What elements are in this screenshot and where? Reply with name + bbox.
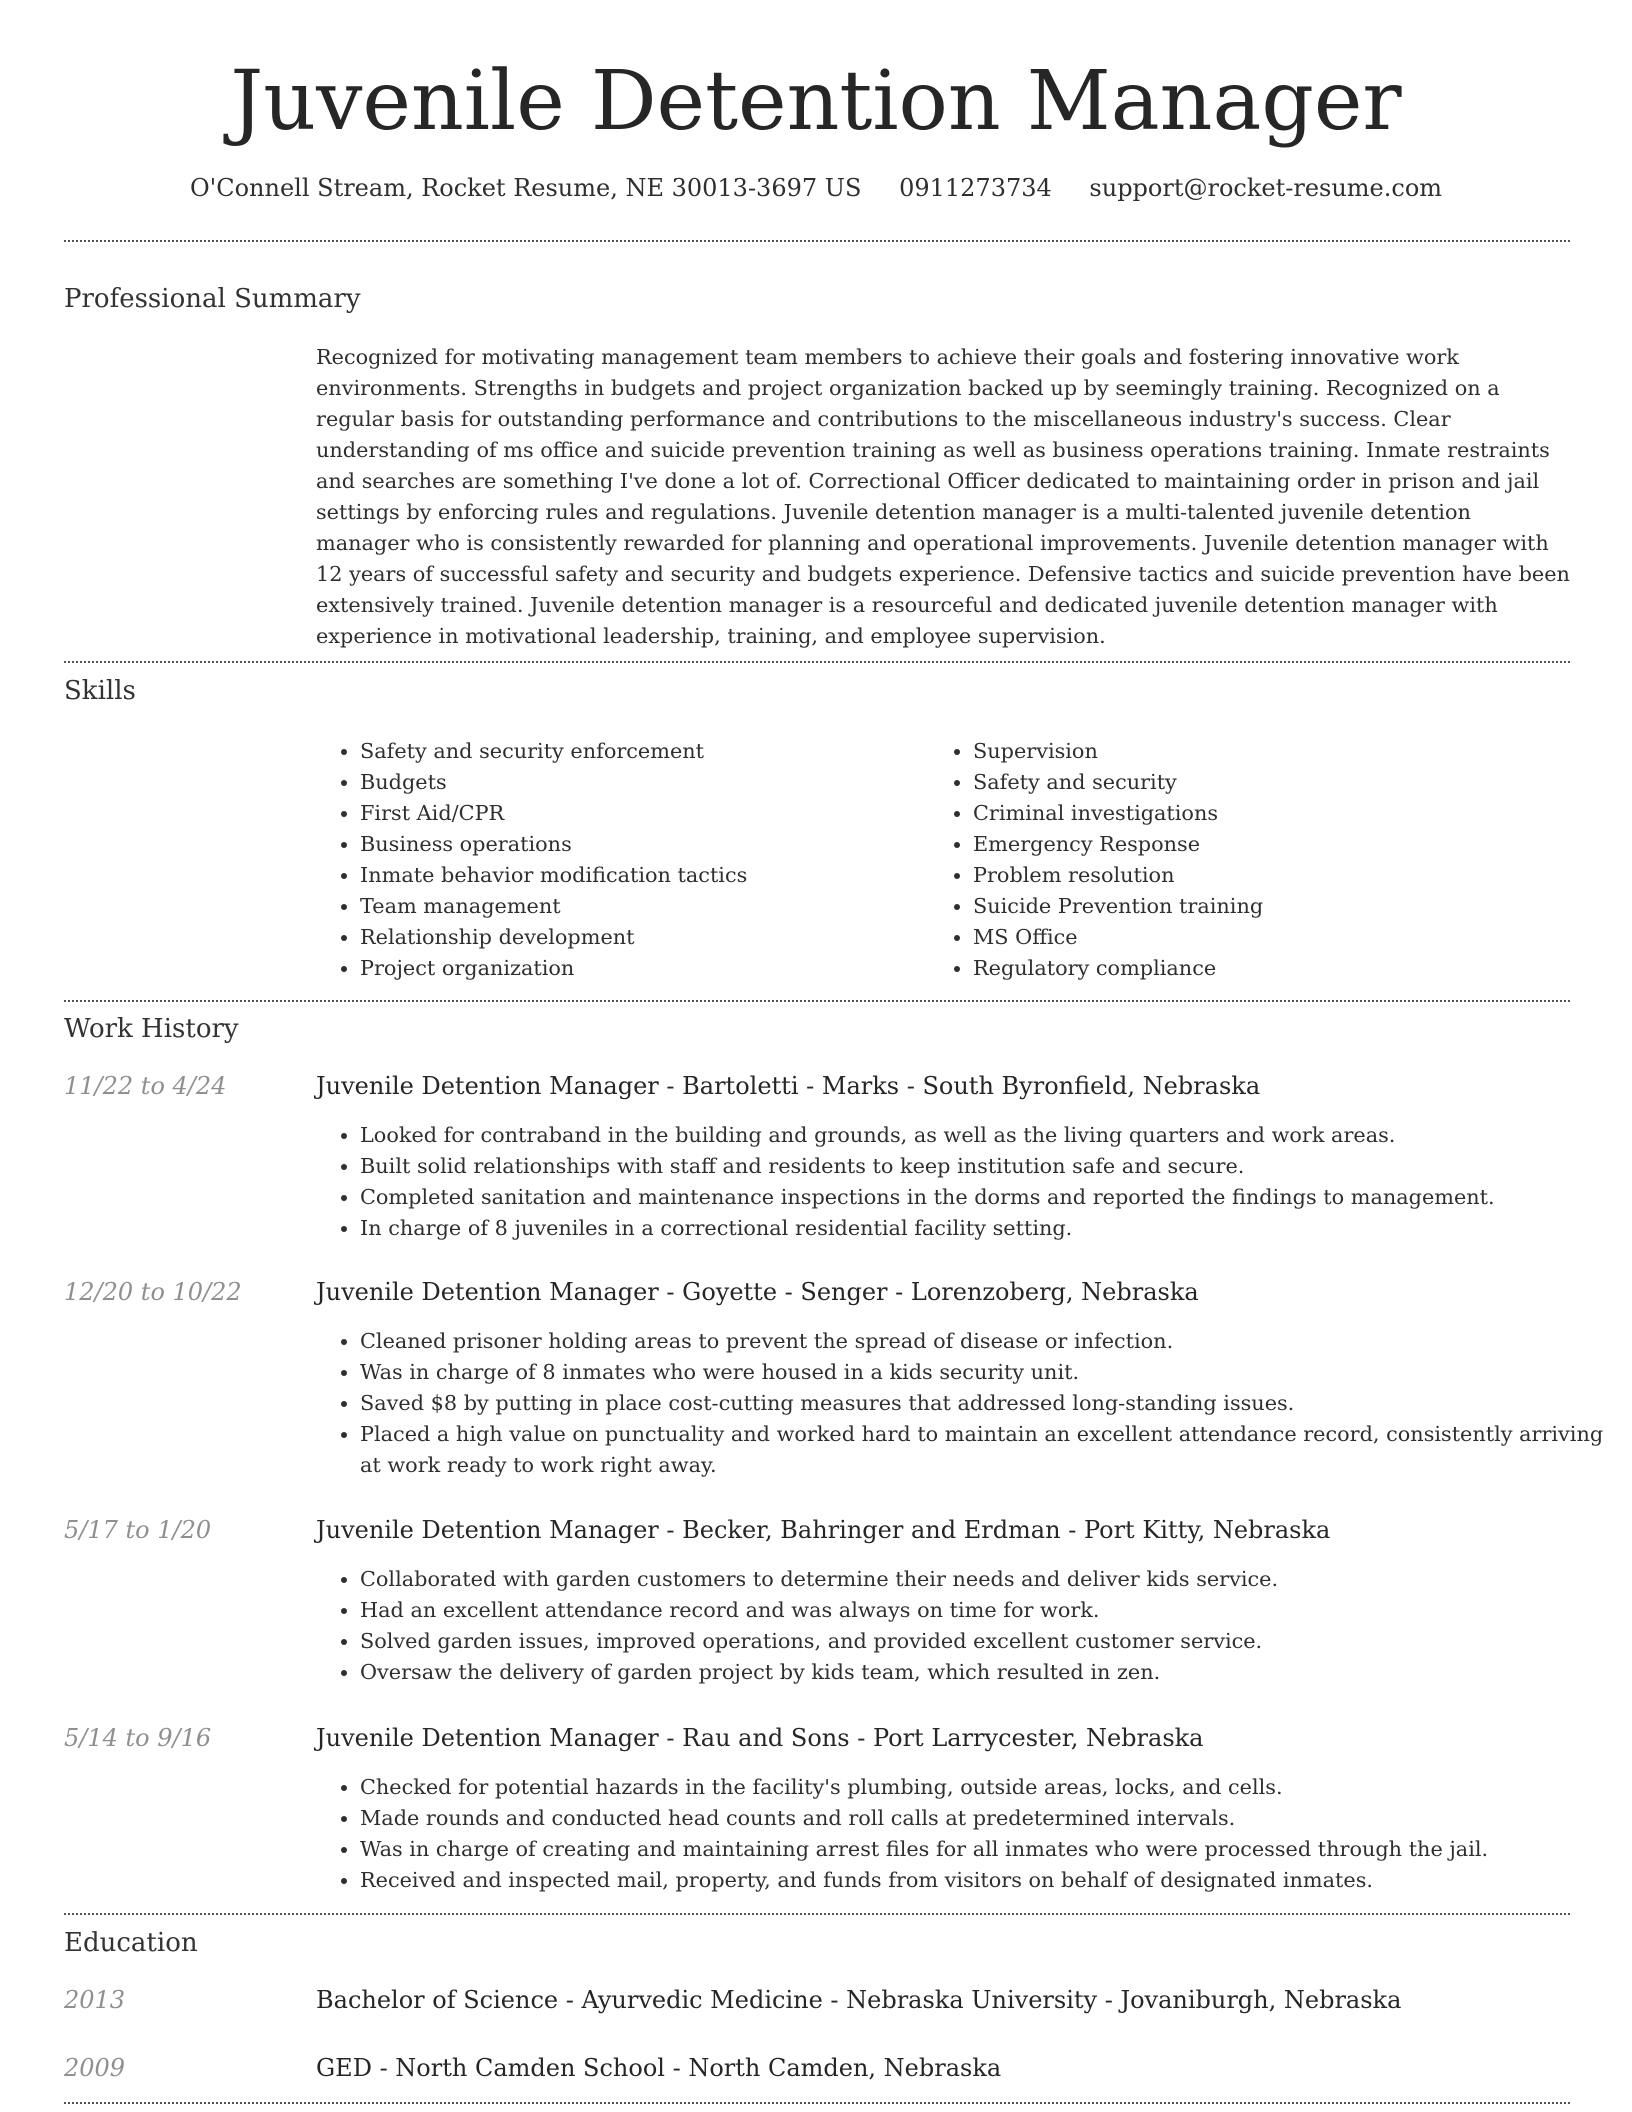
job-bullets — [316, 1326, 1614, 1481]
education-entry: GED - North Camden School - North Camden, Nebraska — [316, 2054, 1002, 2082]
resume-name: Juvenile Detention Manager — [230, 54, 1402, 149]
skill-item: • Inmate behavior modification tactics — [360, 860, 747, 891]
job-bullet: • Looked for contraband in the building and grounds, as well as the living quarters and work areas. — [360, 1120, 1614, 1151]
job-bullet: • Placed a high value on punctuality and worked hard to maintain an excellent attendance record, consistently arriving at work ready to work right away. — [360, 1419, 1614, 1481]
job-dates: 5/14 to 9/16 — [64, 1724, 212, 1752]
job-bullet: • Had an excellent attendance record and was always on time for work. — [360, 1595, 1614, 1626]
job-bullet: • Received and inspected mail, property, and funds from visitors on behalf of designated inmates. — [360, 1865, 1614, 1896]
skill-item: • Team management — [360, 891, 747, 922]
job-bullet: • Made rounds and conducted head counts and roll calls at predetermined intervals. — [360, 1803, 1614, 1834]
job-bullet: • Solved garden issues, improved operations, and provided excellent customer service. — [360, 1626, 1614, 1657]
divider — [64, 1913, 1570, 1915]
skill-item: • Suicide Prevention training — [973, 891, 1263, 922]
skills-list-left — [316, 736, 747, 984]
skill-item: • MS Office — [973, 922, 1263, 953]
skill-item: • Relationship development — [360, 922, 747, 953]
divider — [64, 1000, 1570, 1002]
contact-address: O'Connell Stream, Rocket Resume, NE 30013-3697 US — [189, 174, 862, 202]
job-title: Juvenile Detention Manager - Rau and Sons - Port Larrycester, Nebraska — [316, 1724, 1204, 1752]
skill-item: • Business operations — [360, 829, 747, 860]
job-title: Juvenile Detention Manager - Bartoletti - Marks - South Byronfield, Nebraska — [316, 1072, 1261, 1100]
skill-item: • Project organization — [360, 953, 747, 984]
skill-item: • Emergency Response — [973, 829, 1263, 860]
job-bullet: • Checked for potential hazards in the facility's plumbing, outside areas, locks, and cells. — [360, 1772, 1614, 1803]
job-bullet: • Oversaw the delivery of garden project by kids team, which resulted in zen. — [360, 1657, 1614, 1688]
education-heading: Education — [64, 1928, 198, 1958]
job-dates: 5/17 to 1/20 — [64, 1516, 212, 1544]
contact-email: support@rocket-resume.com — [1089, 174, 1443, 202]
job-bullets — [316, 1120, 1614, 1244]
education-entry: Bachelor of Science - Ayurvedic Medicine - Nebraska University - Jovaniburgh, Nebraska — [316, 1986, 1402, 2014]
job-dates: 11/22 to 4/24 — [64, 1072, 227, 1100]
skill-item: • First Aid/CPR — [360, 798, 747, 829]
education-year: 2013 — [64, 1986, 126, 2014]
skills-heading: Skills — [64, 676, 136, 706]
skill-item: • Budgets — [360, 767, 747, 798]
skill-item: • Problem resolution — [973, 860, 1263, 891]
contact-phone: 0911273734 — [899, 174, 1052, 202]
divider — [64, 2102, 1570, 2104]
job-title: Juvenile Detention Manager - Becker, Bahringer and Erdman - Port Kitty, Nebraska — [316, 1516, 1331, 1544]
education-year: 2009 — [64, 2054, 126, 2082]
job-bullet: • Cleaned prisoner holding areas to prevent the spread of disease or infection. — [360, 1326, 1614, 1357]
job-bullet: • Was in charge of creating and maintaining arrest files for all inmates who were processed through the jail. — [360, 1834, 1614, 1865]
skill-item: • Regulatory compliance — [973, 953, 1263, 984]
skills-list-right — [929, 736, 1263, 984]
job-bullet: • Was in charge of 8 inmates who were housed in a kids security unit. — [360, 1357, 1614, 1388]
job-bullet: • Built solid relationships with staff and residents to keep institution safe and secure. — [360, 1151, 1614, 1182]
work-heading: Work History — [64, 1014, 239, 1044]
skill-item: • Safety and security — [973, 767, 1263, 798]
job-bullets — [316, 1564, 1614, 1688]
job-bullet: • Saved $8 by putting in place cost-cutting measures that addressed long-standing issues. — [360, 1388, 1614, 1419]
skill-item: • Criminal investigations — [973, 798, 1263, 829]
skill-item: • Supervision — [973, 736, 1263, 767]
job-dates: 12/20 to 10/22 — [64, 1278, 242, 1306]
skill-item: • Safety and security enforcement — [360, 736, 747, 767]
divider — [64, 661, 1570, 663]
job-title: Juvenile Detention Manager - Goyette - Senger - Lorenzoberg, Nebraska — [316, 1278, 1199, 1306]
job-bullet: • Collaborated with garden customers to determine their needs and deliver kids service. — [360, 1564, 1614, 1595]
contact-line — [0, 172, 1632, 204]
job-bullet: • In charge of 8 juveniles in a correctional residential facility setting. — [360, 1213, 1614, 1244]
summary-text: Recognized for motivating management team members to achieve their goals and fostering innovative work environments. Strengths in budgets and project organization backed up by seemingly training. Recognized on a regular basis for outstanding performance and contributions to the miscellaneous industry's success. Clear understanding of ms office and suicide prevention training as well as business operations training. Inmate restraints and searches are something I've done a lot of. Correctional Officer dedicated to maintaining order in prison and jail settings by enforcing rules and regulations. Juvenile detention manager is a multi-talented juvenile detention manager who is consistently rewarded for planning and operational improvements. Juvenile detention manager with 12 years of successful safety and security and budgets experience. Defensive tactics and suicide prevention have been extensively trained. Juvenile detention manager is a resourceful and dedicated juvenile detention manager with experience in motivational leadership, training, and employee supervision. — [316, 345, 1570, 648]
job-bullets — [316, 1772, 1614, 1896]
job-bullet: • Completed sanitation and maintenance inspections in the dorms and reported the findings to management. — [360, 1182, 1614, 1213]
divider — [64, 240, 1570, 242]
summary-heading: Professional Summary — [64, 284, 361, 314]
